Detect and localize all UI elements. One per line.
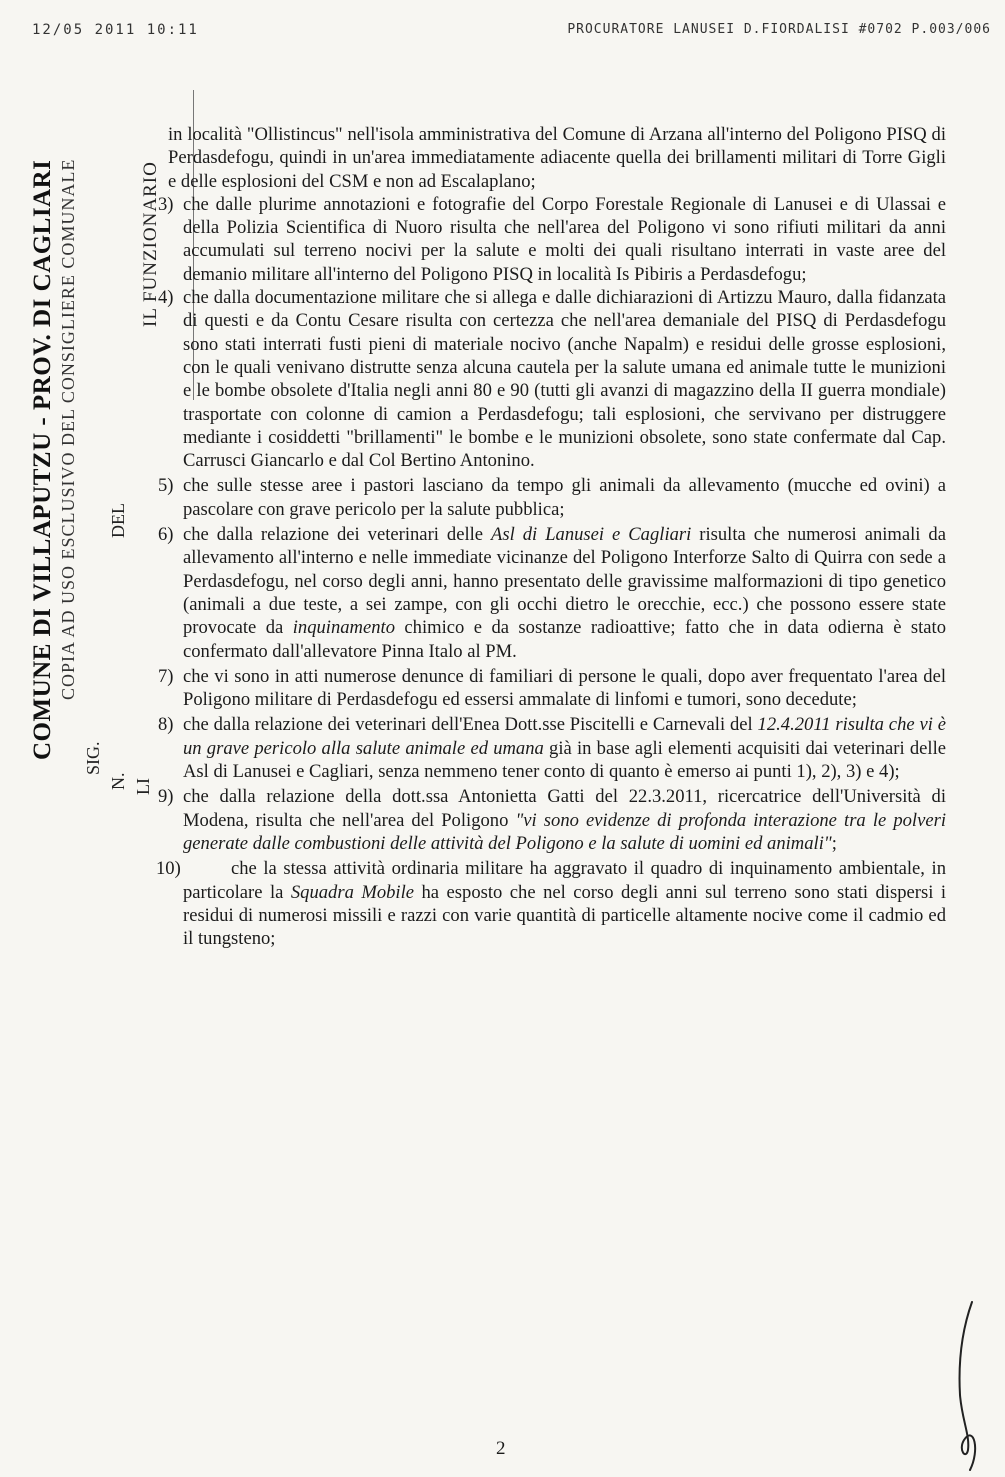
- stamp-funzionario: IL FUNZIONARIO: [140, 161, 161, 327]
- item-text: che dalla relazione dei veterinari delle: [183, 524, 492, 546]
- stamp-sig: SIG.: [83, 741, 103, 775]
- item-text: che la stessa attività ordinaria militare ha aggravato il quadro di inquinamento ambientale, in particolare la: [183, 858, 946, 903]
- item-text: che sulle stesse aree i pastori lasciano da tempo gli animali da allevamento (mucche ed ovini) a pascolare con grave pericolo per la salute pubblica;: [183, 475, 946, 520]
- stamp-comune: COMUNE DI VILLAPUTZU - PROV. DI CAGLIARI: [29, 159, 56, 760]
- list-item: [158, 523, 946, 663]
- item-text-italic: Asl di Lanusei e Cagliari: [491, 524, 692, 546]
- stamp-n: N.: [108, 772, 128, 790]
- item-text: risulta che numerosi animali da allevamento all'interno e nelle immediate vicinanze del Poligono Interforze Salto di Quirra con sede a Perdasdefogu, nel corso degli anni, hanno presentato delle gravissime malformazioni di tipo genetico (animali a due teste, a sei zampe, con gli occhi dietro le orecchie, ecc.) che possono essere state provocate da: [183, 524, 946, 639]
- list-item: [158, 193, 946, 286]
- item-number: 3): [158, 193, 174, 215]
- list-item: [158, 785, 946, 855]
- page-number: 2: [496, 1438, 506, 1459]
- item-text: ;: [831, 832, 837, 854]
- item-text: che dalla relazione della dott.ssa Antonietta Gatti del 22.3.2011, ricercatrice dell'Università di Modena, risulta che nell'area del Poligono: [183, 786, 946, 831]
- fax-header: [0, 22, 1005, 44]
- item-number: 6): [158, 524, 174, 546]
- item-text-italic: "vi sono evidenze di profonda interazione tra le polveri generate dalle combustioni delle attività del Poligono e la salute di uomini ed animali": [183, 809, 946, 854]
- item-text: che dalle plurime annotazioni e fotografie del Corpo Forestale Regionale di Lanusei e di Ulassai e della Polizia Scientifica di Nuoro risulta che nell'area del Poligono vi sono rifiuti militari da anni accumulati sul terreno nocivi per la salute e molti dei quali risultano interrati in vaste aree del demanio militare all'interno del Poligono PISQ in località Is Pibiris a Perdasdefogu;: [183, 193, 946, 285]
- intro-paragraph: in località "Ollistincus" nell'isola amministrativa del Comune di Arzana all'interno del Poligono PISQ di Perdasdefogu, quindi in un'area immediatamente adiacente quella dei brillamenti militari di Torre Gigli e delle esplosioni del CSM e non ad Escalaplano;: [168, 124, 946, 192]
- item-text: che dalla documentazione militare che si allega e dalle dichiarazioni di Artizzu Mauro, dalla fidanzata di questi e da Contu Cesare risulta con certezza che nell'area demaniale del PISQ di Perdasdefogu sono stati interrati fusti pieni di materiale nocivo (anche Napalm) e residui delle grosse esplosioni, con le quali venivano distrutte senza alcuna cautela per la salute umana ed animale tutte le munizioni e le bombe obsolete d'Italia negli anni 80 e 90 (tutti gli avanzi di magazzino della II guerra mondiale) trasportate con colonne di camion a Perdasdefogu; tali esplosioni, che servivano per distruggere mediante i cosiddetti "brillamenti" le bombe e le munizioni obsolete, sono state confermate dal Cap. Carrusci Giancarlo e dal Col Bertino Antonino.: [183, 287, 946, 472]
- item-text: chimico e da sostanze radioattive; fatto che in data odierna è stato confermato dall'allevatore Pinna Italo al PM.: [183, 617, 946, 662]
- item-text: che vi sono in atti numerose denunce di familiari di persone le quali, dopo aver frequentato l'area del Poligono militare di Perdasdefogu ed essersi ammalate di linfomi e tumori, sono decedute;: [183, 665, 946, 711]
- item-number: 7): [158, 665, 174, 687]
- item-text-italic: 12.4.2011 risulta che vi è un grave pericolo alla salute animale ed umana: [183, 714, 946, 759]
- item-text-italic: Squadra Mobile: [290, 881, 415, 903]
- item-number: 4): [158, 287, 174, 309]
- fax-sender: PROCURATORE LANUSEI D.FIORDALISI #0702 P.003/006: [567, 22, 991, 37]
- list-item: [158, 474, 946, 521]
- stamp-del: DEL: [108, 503, 128, 538]
- item-number: 10): [156, 858, 181, 880]
- stamp-copia: COPIA AD USO ESCLUSIVO DEL CONSIGLIERE COMUNALE: [58, 158, 78, 700]
- item-number: 5): [158, 475, 174, 497]
- item-text: che dalla relazione dei veterinari dell'Enea Dott.sse Piscitelli e Carnevali del: [183, 714, 758, 736]
- handwritten-signature: [940, 1300, 1000, 1475]
- item-number: 9): [158, 786, 174, 808]
- fax-datetime: 12/05 2011 10:11: [32, 22, 199, 38]
- stamp-copia-box: [58, 60, 80, 710]
- list-item: [156, 857, 946, 950]
- item-text: già in base agli elementi acquisiti dai veterinari delle Asl di Lanusei e Cagliari, senza nemmeno tener conto di quanto è emerso ai punti 1), 2), 3) e 4);: [183, 737, 946, 783]
- item-number: 8): [158, 714, 174, 736]
- list-item: [158, 713, 946, 783]
- stamp-li: LI: [133, 778, 153, 795]
- item-text: ha esposto che nel corso degli anni sul terreno sono stati dispersi i residui di numerosi missili e razzi con varie quantità di particelle altamente nocive come il cadmio ed il tungsteno;: [183, 881, 946, 950]
- item-text-italic: inquinamento: [292, 617, 395, 639]
- list-item: [158, 286, 946, 472]
- list-item: [158, 665, 946, 712]
- copy-stamp: [29, 60, 56, 760]
- document-body: [156, 123, 946, 950]
